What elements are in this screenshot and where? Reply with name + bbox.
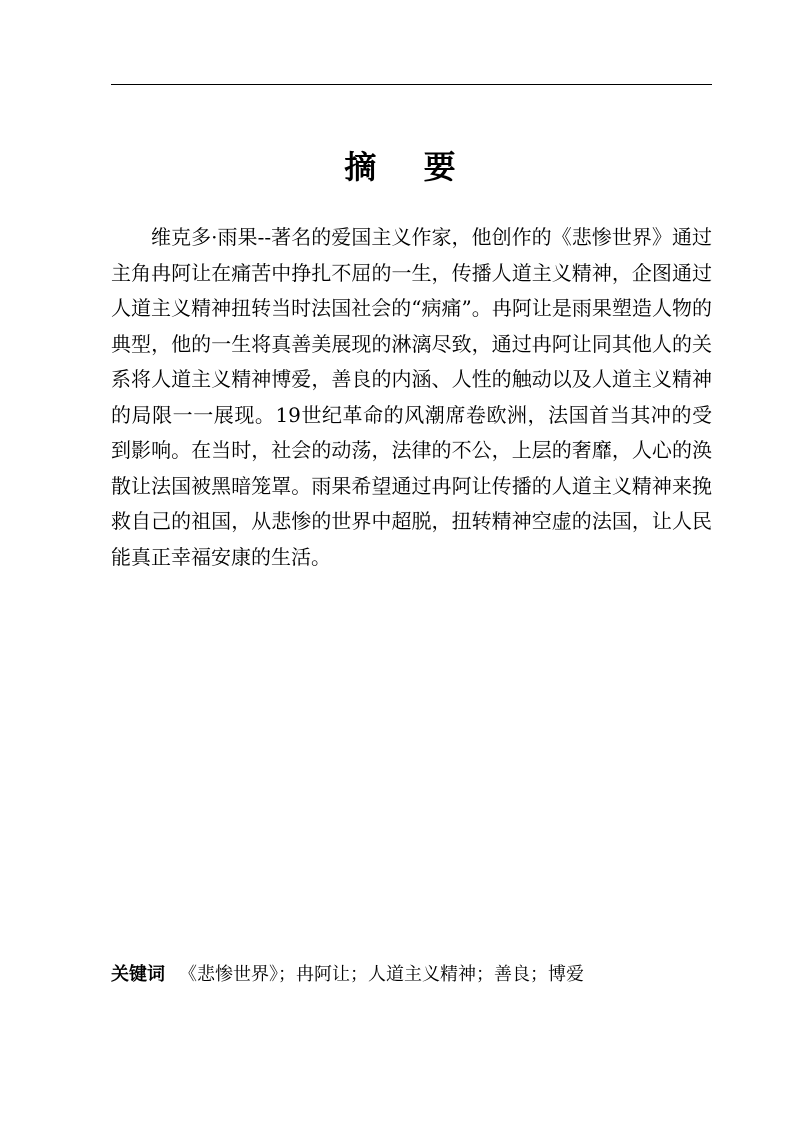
keywords-line xyxy=(111,960,712,990)
header-rule xyxy=(111,84,712,85)
keywords-text: 《悲惨世界》；冉阿让；人道主义精神；善良；博爱 xyxy=(179,964,584,985)
page-title: 摘 要 xyxy=(344,148,474,186)
keywords-label: 关键词 xyxy=(111,964,165,985)
abstract-paragraph: 维克多·雨果--著名的爱国主义作家，他创作的《悲惨世界》通过主角冉阿让在痛苦中挣扎不屈的一生，传播人道主义精神，企图通过人道主义精神扭转当时法国社会的“病痛”。冉阿让是雨果塑造人物的典型，他的一生将真善美展现的淋漓尽致，通过冉阿让同其他人的关系将人道主义精神博爱，善良的内涵、人性的触动以及人道主义精神的局限一一展现。19世纪革命的风潮席卷欧洲，法国首当其冲的受到影响。在当时，社会的动荡，法律的不公，上层的奢靡，人心的涣散让法国被黑暗笼罩。雨果希望通过冉阿让传播的人道主义精神来挽救自己的祖国，从悲惨的世界中超脱，扭转精神空虚的法国，让人民能真正幸福安康的生活。 xyxy=(111,225,712,569)
